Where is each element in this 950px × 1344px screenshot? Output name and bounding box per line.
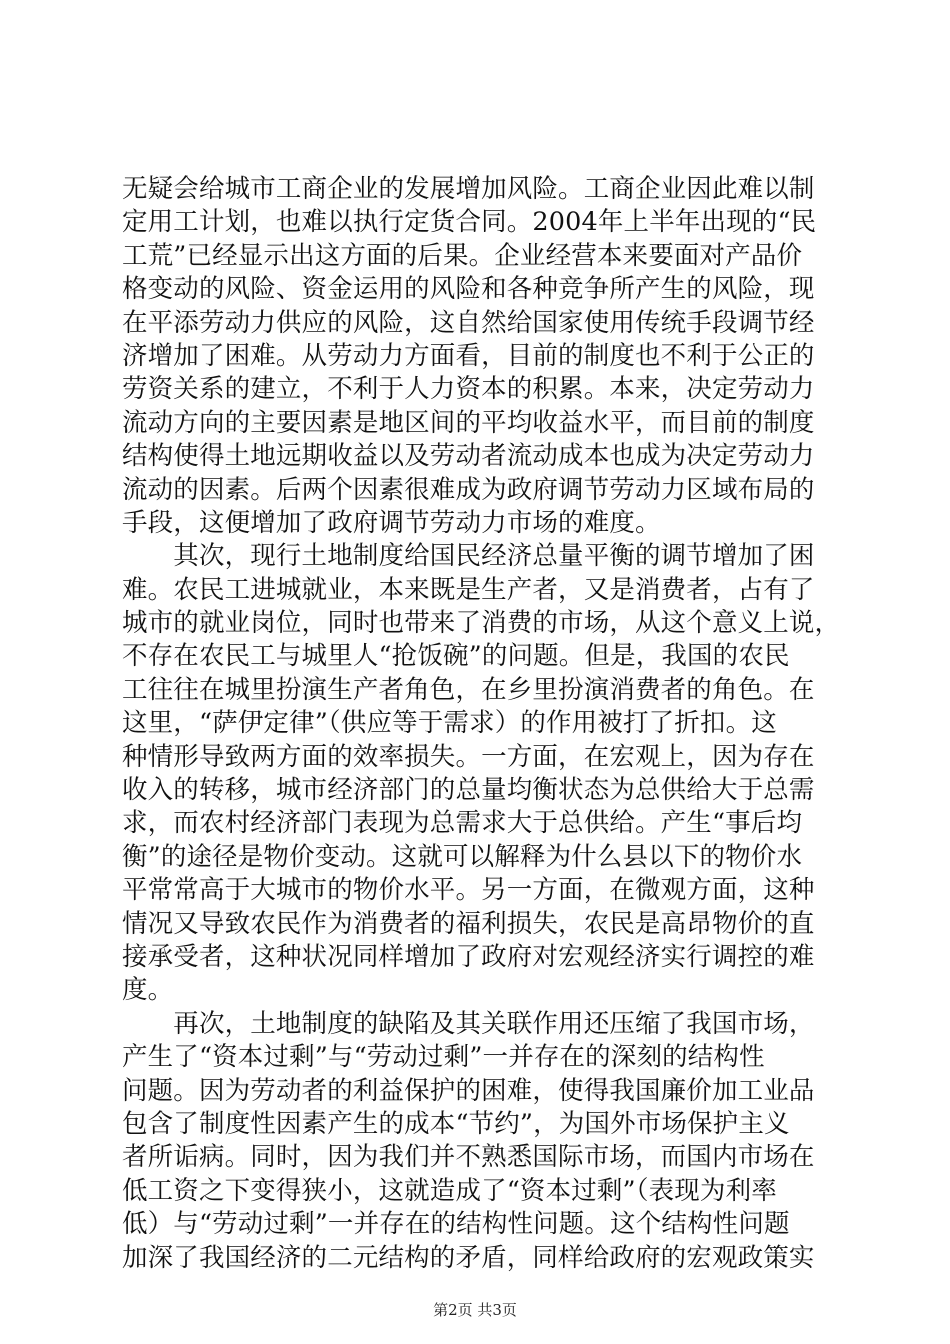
text-line: 定用工计划，也难以执行定货合同。2004年上半年出现的“民 — [122, 207, 817, 238]
text-line: 格变动的风险、资金运用的风险和各种竞争所产生的风险，现 — [122, 274, 815, 305]
text-line: 平常常高于大城市的物价水平。另一方面，在微观方面，这种 — [122, 875, 815, 906]
text-line: 流动方向的主要因素是地区间的平均收益水平，而目前的制度 — [122, 407, 815, 438]
text-line: 流动的因素。后两个因素很难成为政府调节劳动力区域布局的 — [122, 474, 815, 505]
text-line: 度。 — [122, 975, 174, 1006]
text-line: 这里，“萨伊定律”（供应等于需求）的作用被打了折扣。这 — [122, 708, 777, 739]
text-line: 情况又导致农民作为消费者的福利损失，农民是高昂物价的直 — [122, 908, 815, 939]
text-line: 再次，土地制度的缺陷及其关联作用还压缩了我国市场， — [122, 1008, 815, 1039]
text-line: 无疑会给城市工商企业的发展增加风险。工商企业因此难以制 — [122, 174, 815, 204]
text-line: 收入的转移，城市经济部门的总量均衡状态为总供给大于总需 — [122, 775, 815, 806]
text-line: 加深了我国经济的二元结构的矛盾，同样给政府的宏观政策实 — [122, 1242, 815, 1273]
text-line: 种情形导致两方面的效率损失。一方面，在宏观上，因为存在 — [122, 741, 815, 772]
text-line: 在平添劳动力供应的风险，这自然给国家使用传统手段调节经 — [122, 307, 815, 338]
text-line: 产生了“资本过剩”与“劳动过剩”一并存在的深刻的结构性 — [122, 1042, 765, 1073]
text-line: 者所诟病。同时，因为我们并不熟悉国际市场，而国内市场在 — [122, 1142, 815, 1173]
text-line: 低）与“劳动过剩”一并存在的结构性问题。这个结构性问题 — [122, 1209, 790, 1240]
text-line: 其次，现行土地制度给国民经济总量平衡的调节增加了困 — [122, 541, 815, 572]
text-line: 衡”的途径是物价变动。这就可以解释为什么县以下的物价水 — [122, 841, 803, 872]
text-line: 接承受者，这种状况同样增加了政府对宏观经济实行调控的难 — [122, 941, 815, 972]
text-line: 求，而农村经济部门表现为总需求大于总供给。产生“事后均 — [122, 808, 803, 839]
text-line: 问题。因为劳动者的利益保护的困难，使得我国廉价加工业品 — [122, 1075, 815, 1106]
text-line: 包含了制度性因素产生的成本“节约”，为国外市场保护主义 — [122, 1108, 790, 1139]
text-line: 不存在农民工与城里人“抢饭碗”的问题。但是，我国的农民 — [122, 641, 790, 672]
text-line: 手段，这便增加了政府调节劳动力市场的难度。 — [122, 507, 661, 538]
text-line: 济增加了困难。从劳动力方面看，目前的制度也不利于公正的 — [122, 340, 815, 371]
text-line: 城市的就业岗位，同时也带来了消费的市场，从这个意义上说， — [122, 608, 841, 639]
text-line: 低工资之下变得狭小，这就造成了“资本过剩”（表现为利率 — [122, 1175, 777, 1206]
text-line: 难。农民工进城就业，本来既是生产者，又是消费者，占有了 — [122, 574, 815, 605]
text-line: 劳资关系的建立，不利于人力资本的积累。本来，决定劳动力 — [122, 374, 815, 405]
page-footer: 第2页 共3页 — [433, 1301, 517, 1319]
text-line: 结构使得土地远期收益以及劳动者流动成本也成为决定劳动力 — [122, 441, 815, 472]
text-line: 工往往在城里扮演生产者角色，在乡里扮演消费者的角色。在 — [122, 674, 815, 705]
body-text — [122, 173, 841, 1275]
text-line: 工荒”已经显示出这方面的后果。企业经营本来要面对产品价 — [122, 240, 803, 271]
